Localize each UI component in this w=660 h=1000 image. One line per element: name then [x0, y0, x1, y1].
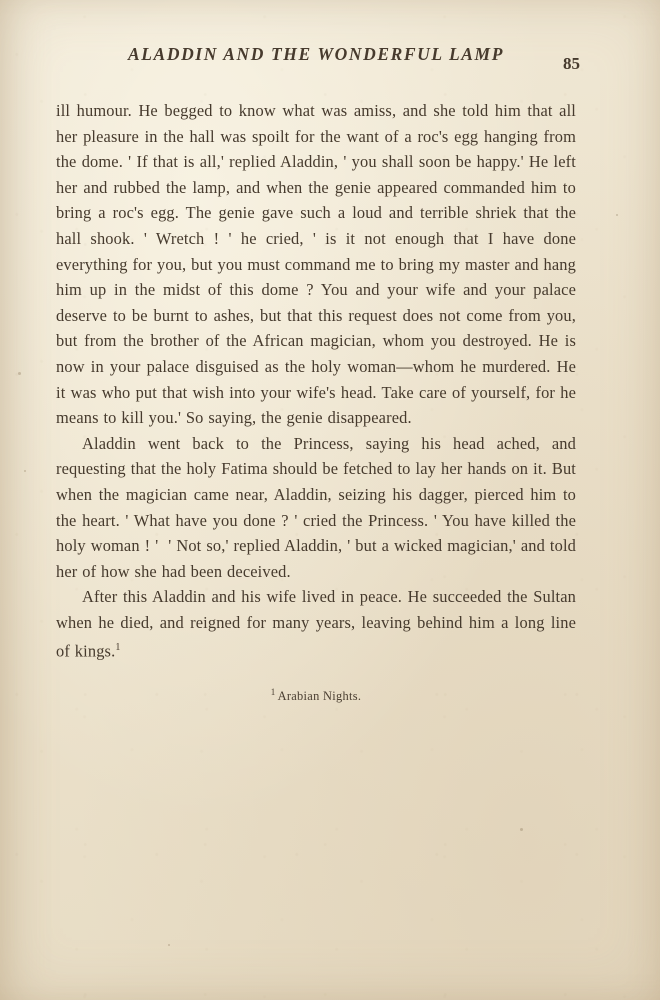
paper-speck: [616, 214, 618, 216]
footnote: [56, 687, 576, 704]
paragraph: ill humour. He begged to know what was amiss, and she told him that all her pleasure in the hall was spoilt for the want of a roc's egg hanging from the dome. ' If that is all,' replied Aladdin, ' you shall soon be happy.' He left her and rubbed the lamp, and when the genie appeared commanded him to bring a roc's egg. The genie gave such a loud and terrible shriek that the hall shook. ' Wretch ! ' he cried, ' is it not enough that I have done everything for you, but you must command me to bring my master and hang him up in the midst of this dome ? You and your wife and your palace deserve to be burnt to ashes, but that this request does not come from you, but from the brother of the African magician, whom you destroyed. He is now in your palace disguised as the holy woman—whom he murdered. He it was who put that wish into your wife's head. Take care of yourself, for he means to kill you.' So saying, the genie disappeared.: [56, 101, 576, 428]
paragraph-with-footnote: [56, 584, 576, 664]
paragraph-text: After this Aladdin and his wife lived in peace. He succeeded the Sultan when he died, and reigned for many years, leaving behind him a long line of kings.: [56, 587, 576, 661]
page-title: ALADDIN AND THE WONDERFUL LAMP: [128, 44, 504, 64]
paper-speck: [520, 828, 523, 831]
paper-speck: [168, 944, 170, 946]
paper-speck: [18, 372, 21, 375]
page-number: 85: [563, 54, 580, 73]
paper-speck: [24, 470, 26, 472]
paragraph: Aladdin went back to the Princess, saying his head ached, and requesting that the holy Fatima should be fetched to lay her hands on it. But when the magician came near, Aladdin, seizing his dagger, pierced him to the heart. ' What have you done ? ' cried the Princess. ' You have killed the holy woman ! ' ' Not so,' replied Aladdin, ' but a wicked magician,' and told her of how she had been deceived.: [56, 433, 576, 581]
footnote-marker: 1: [270, 686, 276, 697]
footnote-text: Arabian Nights.: [277, 688, 362, 703]
footnote-reference: 1: [115, 642, 121, 654]
running-head: [56, 44, 580, 74]
page-content: [56, 44, 580, 704]
body-text: [56, 98, 576, 665]
